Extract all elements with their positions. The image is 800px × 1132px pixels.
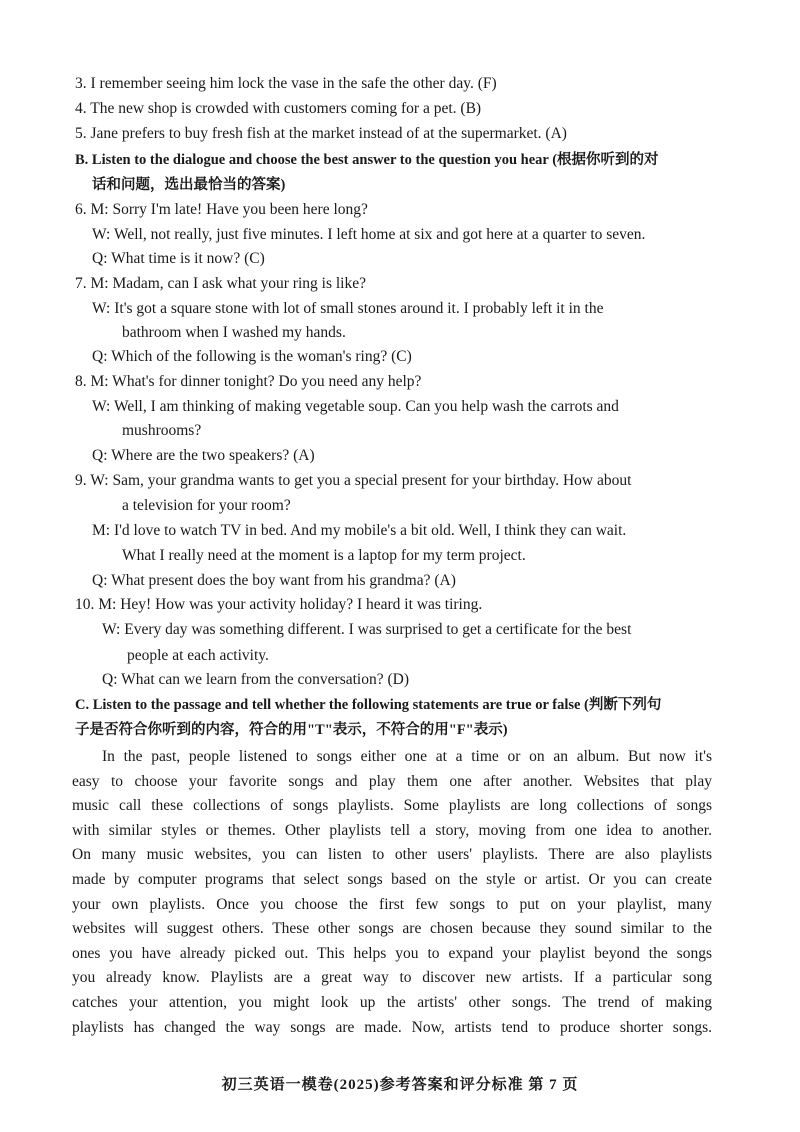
q6-question: Q: What time is it now? (C) xyxy=(92,250,265,267)
section-c-heading: C. Listen to the passage and tell whether the following statements are true or false (判断下列句 xyxy=(75,697,662,713)
q8-w: W: Well, I am thinking of making vegetable soup. Can you help wash the carrots and xyxy=(92,398,619,415)
passage-line: playlists has changed the way songs are made. Now, artists tend to produce shorter songs. xyxy=(72,1018,712,1036)
passage-line: with similar styles or themes. Other playlists tell a story, moving from one idea to another. xyxy=(72,821,712,839)
passage-line: ones you have already picked out. This helps you to expand your playlist beyond the songs xyxy=(72,944,712,962)
q6-m: 6. M: Sorry I'm late! Have you been here long? xyxy=(75,201,368,218)
q9-w: 9. W: Sam, your grandma wants to get you a special present for your birthday. How about xyxy=(75,472,632,489)
passage-line: your own playlists. Once you choose the first few songs to put on your playlist, many xyxy=(72,895,712,913)
q9-w-cont: a television for your room? xyxy=(122,497,291,514)
q8-question: Q: Where are the two speakers? (A) xyxy=(92,447,315,464)
q7-m: 7. M: Madam, can I ask what your ring is like? xyxy=(75,275,366,292)
item-5: 5. Jane prefers to buy fresh fish at the market instead of at the supermarket. (A) xyxy=(75,125,567,142)
passage-line: music call these collections of songs playlists. Some playlists are long collections of songs xyxy=(72,797,712,815)
q10-w: W: Every day was something different. I was surprised to get a certificate for the best xyxy=(102,621,632,638)
q10-w-cont: people at each activity. xyxy=(127,647,269,664)
q9-question: Q: What present does the boy want from his grandma? (A) xyxy=(92,572,456,589)
section-b-heading: B. Listen to the dialogue and choose the best answer to the question you hear (根据你听到的对 xyxy=(75,152,659,168)
passage-line: In the past, people listened to songs either one at a time or on an album. But now it's xyxy=(102,748,712,765)
passage-line: On many music websites, you can listen to other users' playlists. There are also playlists xyxy=(72,846,712,864)
page-footer: 初三英语一模卷(2025)参考答案和评分标准 第 7 页 xyxy=(221,1077,579,1093)
passage-line: easy to choose your favorite songs and play them one after another. Websites that play xyxy=(72,772,712,790)
q8-m: 8. M: What's for dinner tonight? Do you need any help? xyxy=(75,373,422,390)
passage-line: websites will suggest others. These other songs are chosen because they sound similar to the xyxy=(72,920,712,938)
q10-m: 10. M: Hey! How was your activity holiday? I heard it was tiring. xyxy=(75,596,483,613)
q10-question: Q: What can we learn from the conversation? (D) xyxy=(102,671,410,688)
section-b-heading-cont: 话和问题，选出最恰当的答案) xyxy=(92,177,286,193)
q7-question: Q: Which of the following is the woman's ring? (C) xyxy=(92,348,412,365)
passage-line: made by computer programs that select songs based on the style or artist. Or you can create xyxy=(72,870,712,888)
section-c-heading-cont: 子是否符合你听到的内容，符合的用"T"表示，不符合的用"F"表示) xyxy=(75,722,508,738)
passage-line: you already know. Playlists are a great way to discover new artists. If a particular song xyxy=(72,969,712,987)
item-3: 3. I remember seeing him lock the vase in the safe the other day. (F) xyxy=(75,75,497,92)
passage xyxy=(72,745,712,1040)
q9-m-cont: What I really need at the moment is a laptop for my term project. xyxy=(122,547,526,564)
q6-w: W: Well, not really, just five minutes. I left home at six and got here at a quarter to seven. xyxy=(92,226,646,243)
q7-w-cont: bathroom when I washed my hands. xyxy=(122,324,346,341)
q8-w-cont: mushrooms? xyxy=(122,422,202,439)
item-4: 4. The new shop is crowded with customers coming for a pet. (B) xyxy=(75,100,482,117)
q7-w: W: It's got a square stone with lot of small stones around it. I probably left it in the xyxy=(92,300,604,317)
passage-line: catches your attention, you might look up the artists' other songs. The trend of making xyxy=(72,993,712,1011)
q9-m: M: I'd love to watch TV in bed. And my mobile's a bit old. Well, I think they can wait. xyxy=(92,522,627,539)
